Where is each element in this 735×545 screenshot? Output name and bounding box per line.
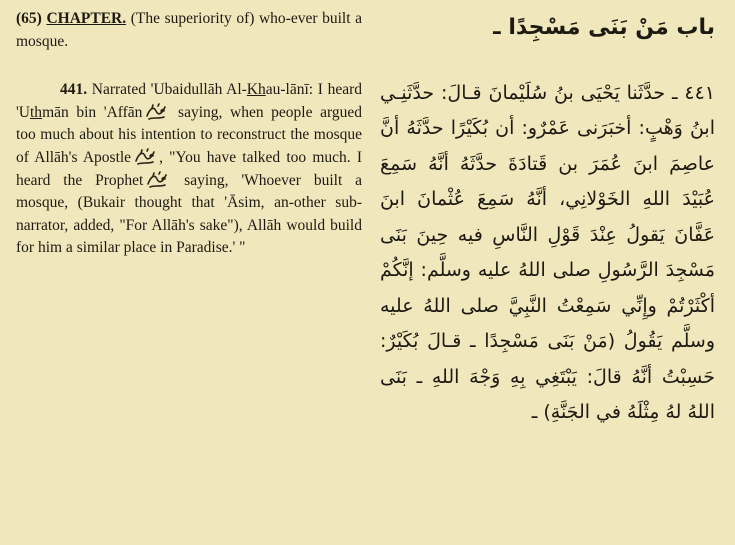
hadith-part-1b: au-lānī: I heard 'U (16, 81, 362, 121)
chapter-heading (16, 8, 362, 53)
chapter-title: (The superiority of) who-ever built a mosque. (16, 10, 363, 50)
hadith-part-1-underlined: Kh (246, 81, 266, 99)
hadith-text (16, 79, 362, 260)
hadith-part-2: saying, when people argued too much about his intention to reconstruct the mosque of Allāh's Apostle (16, 103, 362, 166)
hadith-part-4: saying, 'Whoever built a mosque, (Bukair thought that 'Āsim, an-other sub-narrator, added, "For Allāh's sake"), Allāh would build for him a similar place in Paradise.' " (16, 171, 362, 257)
hadith-part-1: Narrated 'Ubaidullāh Al- (87, 81, 247, 99)
arabic-hadith-text: ٤٤١ ـ حدَّثَنا يَحْيَى بنُ سُلَيْمانَ قـالَ: حدَّثَنِـي ابنُ وَهْبٍ: أخبَرَنى عَمْرٌو: أن بُكَيْرًا حدَّثَهُ أنَّ عاصِمَ ابنَ عُمَرَ بن قَتادَةَ حدَّثَهُ أنَّهُ سَمِعَ عُبَيْدَ اللهِ الخَوْلانِي، أنَّهُ سَمِعَ عُثْمانَ ابنَ عَفَّانَ يَقولُ عِنْدَ قَوْلِ النَّاسِ فيه حِينَ بَنَى مَسْجِدَ الرَّسُولِ صلى اللهُ عليه وسلَّم: إنَّكُمْ أكْثَرْتُمْ وإِنِّي سَمِعْتُ النَّبِيَّ صلى اللهُ عليه وسلَّم يَقُولُ (مَنْ بَنَى مَسْجِدًا ـ قـالَ بُكَيْرٌ: حَسِبْتُ أنَّهُ قالَ: يَبْتَغِي بِهِ وَجْهَ اللهِ ـ بَنَى اللهُ لهُ مِثْلَهُ في الجَنَّةِ) ـ (380, 81, 715, 423)
salutation-calligraphy-icon (144, 102, 168, 122)
hadith-part-1c: mān bin 'Affān (42, 103, 143, 121)
hadith-part-1b-underlined: th (30, 103, 43, 121)
salutation-calligraphy-icon (145, 170, 169, 190)
hadith-number: 441. (60, 81, 88, 99)
hadith-part-3: , "You have talked too much. I heard the Prophet (16, 148, 362, 189)
arabic-column (380, 10, 715, 431)
arabic-heading: باب مَنْ بَنَى مَسْجِدًا ـ (493, 15, 715, 40)
english-column (16, 8, 362, 260)
chapter-word: CHAPTER. (46, 10, 127, 27)
chapter-number: (65) (16, 10, 42, 27)
salutation-calligraphy-icon (133, 147, 157, 167)
